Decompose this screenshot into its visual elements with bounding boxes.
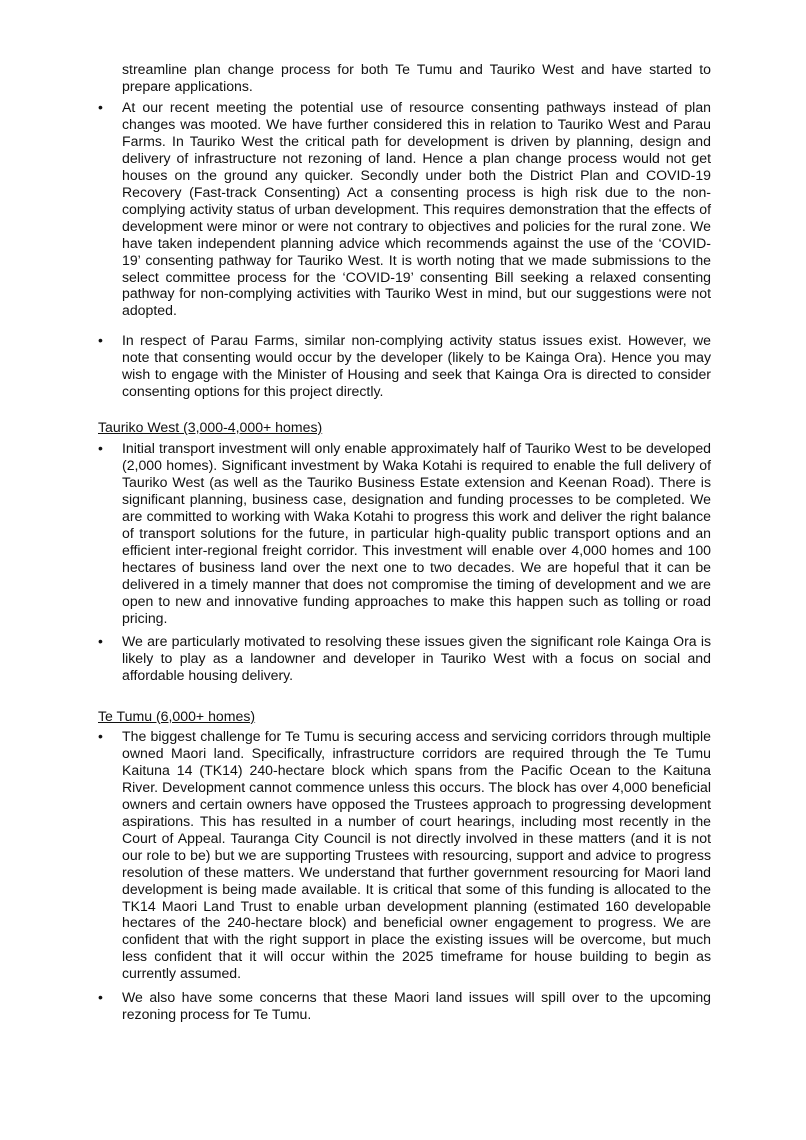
bullet-te-tumu-rezoning: • We also have some concerns that these Maori land issues will spill over to the upcoming rezoning process for Te Tumu. — [122, 989, 711, 1023]
bullet-parau-farms: • In respect of Parau Farms, similar non-complying activity status issues exist. However, we note that consenting would occur by the developer (likely to be Kainga Ora). Hence you may wish to engage with the Minister of Housing and seek that Kainga Ora is directed to consider consenting options for this project directly. — [122, 332, 711, 400]
bullet-te-tumu-maori-land: • The biggest challenge for Te Tumu is securing access and servicing corridors through multiple owned Maori land. Specifically, infrastructure corridors are required through the Te Tumu Kaituna 14 (TK14) 240-hectare block which spans from the Pacific Ocean to the Kaituna River. Development cannot commence unless this occurs. The block has over 4,000 beneficial owners and certain owners have opposed the Trustees approach to progressing development aspirations. This has resulted in a number of court hearings, including most recently in the Court of Appeal. Tauranga City Council is not directly involved in these matters (and it is not our role to be) but we are supporting Trustees with resourcing, support and advice to progress resolution of these matters. We understand that further government resourcing for Maori land development is being made available. It is critical that some of this funding is allocated to the TK14 Maori Land Trust to enable urban development planning (estimated 160 developable hectares of the 240-hectare block) and beneficial owner engagement to progress. We are confident that with the right support in place the existing issues will be overcome, but much less confident that it will occur within the 2025 timeframe for house building to begin as currently assumed. — [122, 728, 711, 982]
bullet-tauriko-kainga-ora: • We are particularly motivated to resolving these issues given the significant role Kainga Ora is likely to play as a landowner and developer in Tauriko West with a focus on social and affordable housing delivery. — [122, 633, 711, 684]
bullet-consenting-pathways: • At our recent meeting the potential use of resource consenting pathways instead of plan changes was mooted. We have further considered this in relation to Tauriko West and Parau Farms. In Tauriko West the critical path for development is driven by planning, design and delivery of infrastructure not rezoning of land. Hence a plan change process would not get houses on the ground any quicker. Secondly under both the District Plan and COVID-19 Recovery (Fast-track Consenting) Act a consenting process is high risk due to the non-complying activity status of urban development. This requires demonstration that the effects of development were minor or were not contrary to objectives and policies for the rural zone. We have taken independent planning advice which recommends against the use of the ‘COVID-19’ consenting pathway for Tauriko West. It is worth noting that we made submissions to the select committee process for the ‘COVID-19’ consenting Bill seeking a relaxed consenting pathway for non-complying activities with Tauriko West in mind, but our suggestions were not adopted. — [122, 99, 711, 319]
heading-te-tumu: Te Tumu (6,000+ homes) — [98, 708, 256, 724]
heading-tauriko-west: Tauriko West (3,000-4,000+ homes) — [98, 419, 323, 435]
bullet-tauriko-transport: • Initial transport investment will only enable approximately half of Tauriko West to be developed (2,000 homes). Significant investment by Waka Kotahi is required to enable the full delivery of Tauriko West (as well as the Tauriko Business Estate extension and Keenan Road). There is significant planning, business case, designation and funding processes to be completed. We are committed to working with Waka Kotahi to progress this work and deliver the right balance of transport solutions for the future, in particular high-quality public transport options and an efficient inter-regional freight corridor. This investment will enable over 4,000 homes and 100 hectares of business land over the next one to two decades. We are hopeful that it can be delivered in a timely manner that does not compromise the timing of development and we are open to new and innovative funding approaches to make this happen such as tolling or road pricing. — [122, 440, 711, 626]
continuation-paragraph: streamline plan change process for both Te Tumu and Tauriko West and have started to prepare applications. — [122, 61, 711, 94]
